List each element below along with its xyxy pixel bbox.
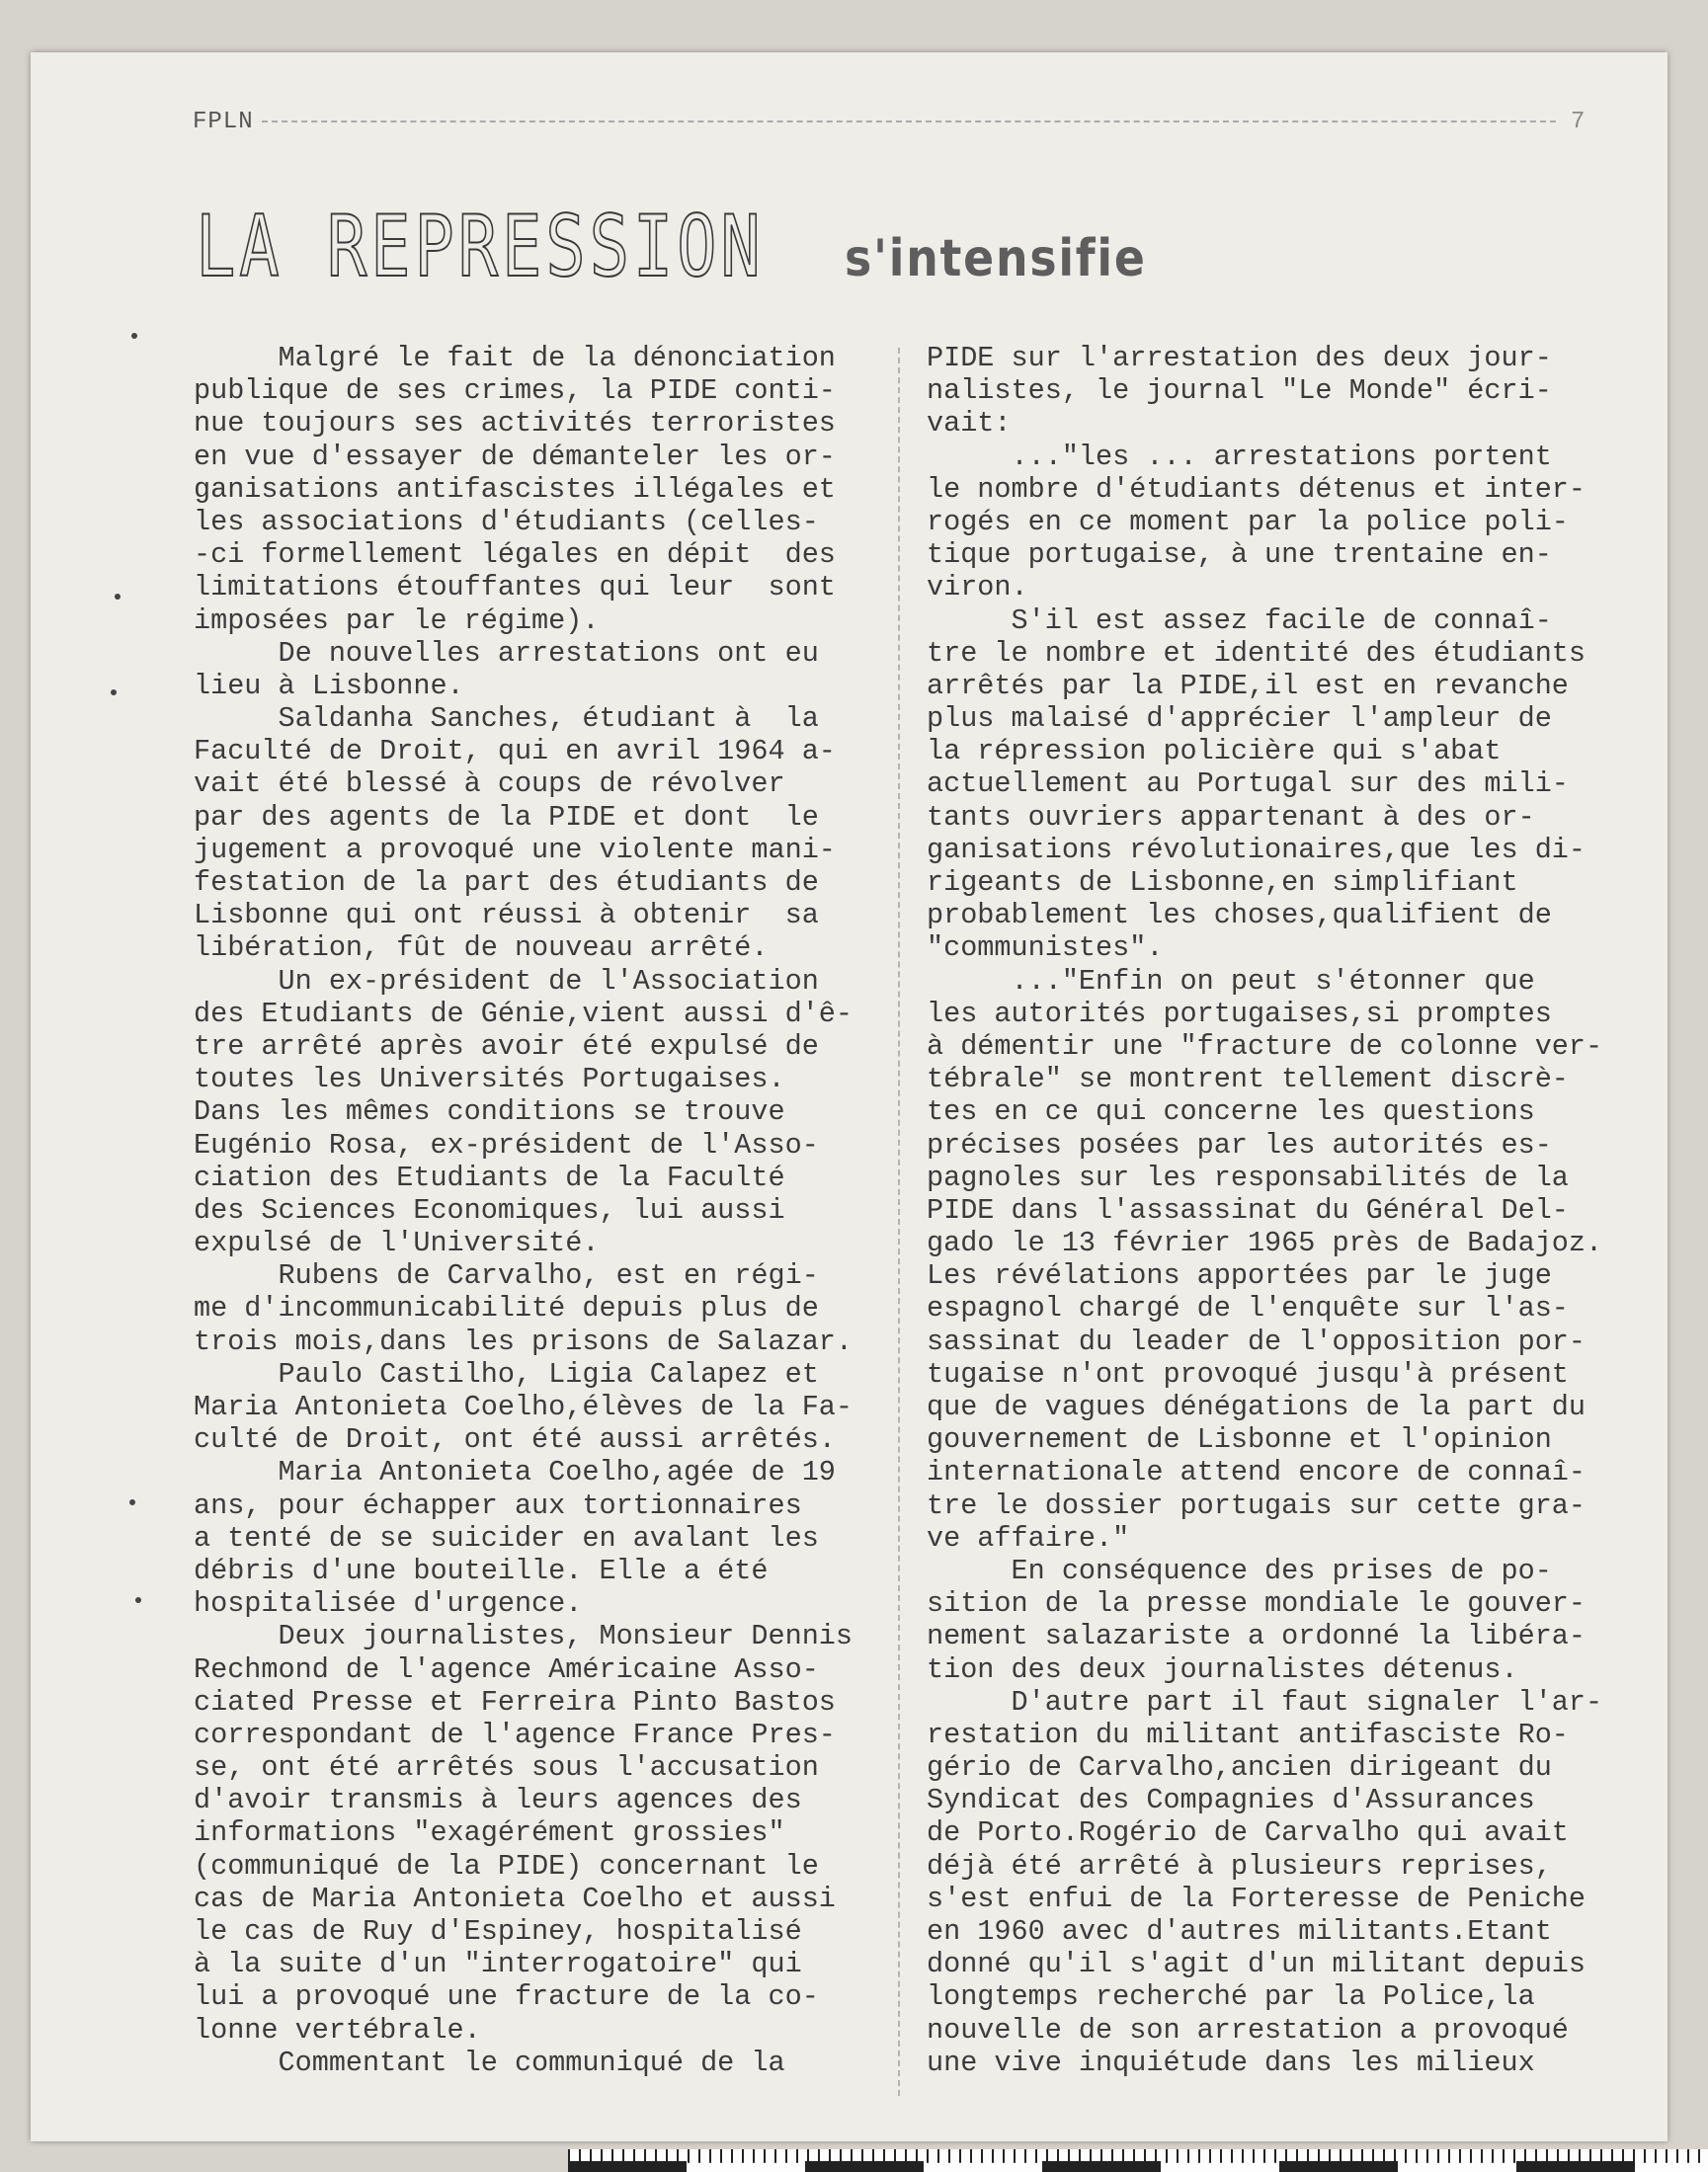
text-line: espagnol chargé de l'enquête sur l'as-	[927, 1292, 1569, 1326]
text-line: Eugénio Rosa, ex-président de l'Asso-	[194, 1128, 819, 1162]
text-line: donné qu'il s'agit d'un militant depuis	[927, 1948, 1586, 1981]
text-line: Maria Antonieta Coelho,élèves de la Fa-	[194, 1391, 854, 1423]
text-line: libération, fût de nouveau arrêté.	[194, 931, 769, 965]
text-line: longtemps recherché par la Police,la	[927, 1980, 1535, 2014]
text-line: gério de Carvalho,ancien dirigeant du	[927, 1751, 1552, 1785]
text-line: Malgré le fait de la dénonciation	[194, 342, 836, 374]
text-line: une vive inquiétude dans les milieux	[927, 2046, 1535, 2079]
headline: LA REPRESSION	[196, 198, 765, 296]
text-line: culté de Droit, ont été aussi arrêtés.	[194, 1423, 836, 1457]
text-line: Les révélations apportées par le juge	[927, 1259, 1552, 1293]
text-line: D'autre part il faut signaler l'ar-	[927, 1685, 1603, 1719]
header-rule	[262, 121, 1556, 122]
text-line: correspondant de l'agence France Pres-	[194, 1718, 836, 1751]
text-line: Rubens de Carvalho, est en régi-	[194, 1259, 819, 1293]
page-number: 7	[1571, 109, 1586, 135]
scale-ruler	[568, 2149, 1708, 2172]
text-line: Deux journalistes, Monsieur Dennis	[194, 1620, 854, 1653]
text-line: que de vagues dénégations de la part du	[927, 1391, 1586, 1423]
ruler-block	[1279, 2161, 1398, 2172]
text-line: ..."les ... arrestations portent	[927, 440, 1552, 473]
text-line: tion des deux journalistes détenus.	[927, 1652, 1518, 1686]
text-line: la répression policière qui s'abat	[927, 735, 1502, 768]
text-line: ganisations révolutionaires,que les di-	[927, 833, 1586, 866]
text-line: sition de la presse mondiale le gouver-	[927, 1587, 1586, 1621]
text-line: à la suite d'un "interrogatoire" qui	[194, 1948, 802, 1981]
text-line: -ci formellement légales en dépit des	[194, 538, 836, 572]
ruler-block	[805, 2161, 924, 2172]
ruler-block	[1516, 2161, 1635, 2172]
text-line: limitations étouffantes qui leur sont	[194, 571, 836, 604]
text-line: De nouvelles arrestations ont eu	[194, 636, 819, 670]
text-line: vait:	[927, 407, 1012, 441]
text-line: tugaise n'ont provoqué jusqu'à présent	[927, 1357, 1569, 1391]
text-line: arrêtés par la PIDE,il est en revanche	[927, 669, 1569, 702]
text-line: tre le nombre et identité des étudiants	[927, 636, 1586, 670]
text-line: Syndicat des Compagnies d'Assurances	[927, 1784, 1535, 1817]
text-line: a tenté de se suicider en avalant les	[194, 1521, 819, 1555]
text-line: plus malaisé d'apprécier l'ampleur de	[927, 702, 1552, 736]
text-line: Saldanha Sanches, étudiant à la	[194, 702, 819, 736]
text-line: cas de Maria Antonieta Coelho et aussi	[194, 1882, 836, 1915]
text-line: tébrale" se montrent tellement discrè-	[927, 1063, 1569, 1096]
text-line: rigeants de Lisbonne,en simplifiant	[927, 866, 1518, 899]
text-line: Rechmond de l'agence Américaine Asso-	[194, 1652, 819, 1686]
text-line: PIDE sur l'arrestation des deux jour-	[927, 342, 1552, 374]
ruler-block	[1042, 2161, 1161, 2172]
text-line: le nombre d'étudiants détenus et inter-	[927, 472, 1586, 506]
text-line: débris d'une bouteille. Elle a été	[194, 1554, 769, 1587]
text-line: s'est enfui de la Forteresse de Peniche	[927, 1882, 1586, 1915]
text-line: tes en ce qui concerne les questions	[927, 1095, 1535, 1129]
text-line: gado le 13 février 1965 près de Badajoz.	[927, 1227, 1603, 1260]
text-line: sassinat du leader de l'opposition por-	[927, 1325, 1586, 1358]
text-line: trois mois,dans les prisons de Salazar.	[194, 1325, 854, 1358]
text-line: "communistes".	[927, 931, 1164, 965]
text-line: Dans les mêmes conditions se trouve	[194, 1095, 785, 1129]
text-line: lieu à Lisbonne.	[194, 669, 464, 702]
text-line: d'avoir transmis à leurs agences des	[194, 1784, 802, 1817]
text-line: Lisbonne qui ont réussi à obtenir sa	[194, 899, 819, 932]
text-line: imposées par le régime).	[194, 603, 600, 637]
text-line: Commentant le communiqué de la	[194, 2046, 785, 2079]
text-line: (communiqué de la PIDE) concernant le	[194, 1849, 819, 1883]
text-line: Un ex-président de l'Association	[194, 964, 819, 998]
text-line: des Etudiants de Génie,vient aussi d'ê-	[194, 997, 854, 1030]
headline-subtitle: s'intensifie	[845, 229, 1147, 288]
text-line: expulsé de l'Université.	[194, 1227, 600, 1260]
text-line: pagnoles sur les responsabilités de la	[927, 1161, 1569, 1194]
text-line: PIDE dans l'assassinat du Général Del-	[927, 1193, 1569, 1227]
paper-speck	[131, 333, 137, 339]
text-line: les associations d'étudiants (celles-	[194, 505, 819, 538]
text-line: gouvernement de Lisbonne et l'opinion	[927, 1423, 1552, 1457]
paper-speck	[115, 594, 121, 600]
text-line: ans, pour échapper aux tortionnaires	[194, 1488, 802, 1522]
text-line: toutes les Universités Portugaises.	[194, 1063, 785, 1096]
text-line: Maria Antonieta Coelho,agée de 19	[194, 1456, 836, 1489]
text-line: tants ouvriers appartenant à des or-	[927, 800, 1535, 834]
paper-speck	[129, 1499, 135, 1505]
article-column-right	[927, 342, 1602, 2079]
text-line: jugement a provoqué une violente mani-	[194, 833, 836, 866]
text-line: informations "exagérément grossies"	[194, 1816, 785, 1850]
text-line: ..."Enfin on peut s'étonner que	[927, 964, 1535, 998]
paper-speck	[111, 689, 117, 695]
ruler-block	[568, 2161, 687, 2172]
text-line: Faculté de Droit, qui en avril 1964 a-	[194, 735, 836, 768]
text-line: ve affaire."	[927, 1521, 1130, 1555]
text-line: rogés en ce moment par la police poli-	[927, 505, 1569, 538]
text-line: par des agents de la PIDE et dont le	[194, 800, 819, 834]
text-line: nalistes, le journal "Le Monde" écri-	[927, 374, 1552, 408]
text-line: vait été blessé à coups de révolver	[194, 767, 785, 801]
text-line: probablement les choses,qualifient de	[927, 899, 1552, 932]
text-line: en 1960 avec d'autres militants.Etant	[927, 1915, 1552, 1948]
text-line: nue toujours ses activités terroristes	[194, 407, 836, 441]
text-line: hospitalisée d'urgence.	[194, 1587, 583, 1621]
text-line: publique de ses crimes, la PIDE conti-	[194, 374, 836, 408]
text-line: nement salazariste a ordonné la libéra-	[927, 1620, 1586, 1653]
text-line: En conséquence des prises de po-	[927, 1554, 1552, 1587]
text-line: nouvelle de son arrestation a provoqué	[927, 2013, 1569, 2047]
text-line: festation de la part des étudiants de	[194, 866, 819, 899]
text-line: à démentir une "fracture de colonne ver-	[927, 1029, 1603, 1063]
text-line: tre le dossier portugais sur cette gra-	[927, 1488, 1586, 1522]
header-publisher: FPLN	[193, 109, 254, 135]
text-line: me d'incommunicabilité depuis plus de	[194, 1292, 819, 1326]
text-line: les autorités portugaises,si promptes	[927, 997, 1552, 1030]
article-column-left	[194, 342, 853, 2079]
text-line: internationale attend encore de connaî-	[927, 1456, 1586, 1489]
text-line: des Sciences Economiques, lui aussi	[194, 1193, 785, 1227]
text-line: précises posées par les autorités es-	[927, 1128, 1552, 1162]
text-line: restation du militant antifasciste Ro-	[927, 1718, 1569, 1751]
text-line: viron.	[927, 571, 1028, 604]
text-line: de Porto.Rogério de Carvalho qui avait	[927, 1816, 1569, 1850]
text-line: Paulo Castilho, Ligia Calapez et	[194, 1357, 819, 1391]
text-line: tre arrêté après avoir été expulsé de	[194, 1029, 819, 1063]
paper-speck	[135, 1597, 141, 1603]
text-line: ciation des Etudiants de la Faculté	[194, 1161, 785, 1194]
text-line: actuellement au Portugal sur des mili-	[927, 767, 1569, 801]
text-line: lonne vertébrale.	[194, 2013, 481, 2047]
text-line: ciated Presse et Ferreira Pinto Bastos	[194, 1685, 836, 1719]
text-line: se, ont été arrêtés sous l'accusation	[194, 1751, 819, 1785]
text-line: lui a provoqué une fracture de la co-	[194, 1980, 819, 2014]
text-line: déjà été arrêté à plusieurs reprises,	[927, 1849, 1552, 1883]
column-divider	[898, 348, 900, 2096]
text-line: ganisations antifascistes illégales et	[194, 472, 836, 506]
text-line: en vue d'essayer de démanteler les or-	[194, 440, 836, 473]
text-line: S'il est assez facile de connaî-	[927, 603, 1552, 637]
text-line: le cas de Ruy d'Espiney, hospitalisé	[194, 1915, 802, 1948]
text-line: tique portugaise, à une trentaine en-	[927, 538, 1552, 572]
